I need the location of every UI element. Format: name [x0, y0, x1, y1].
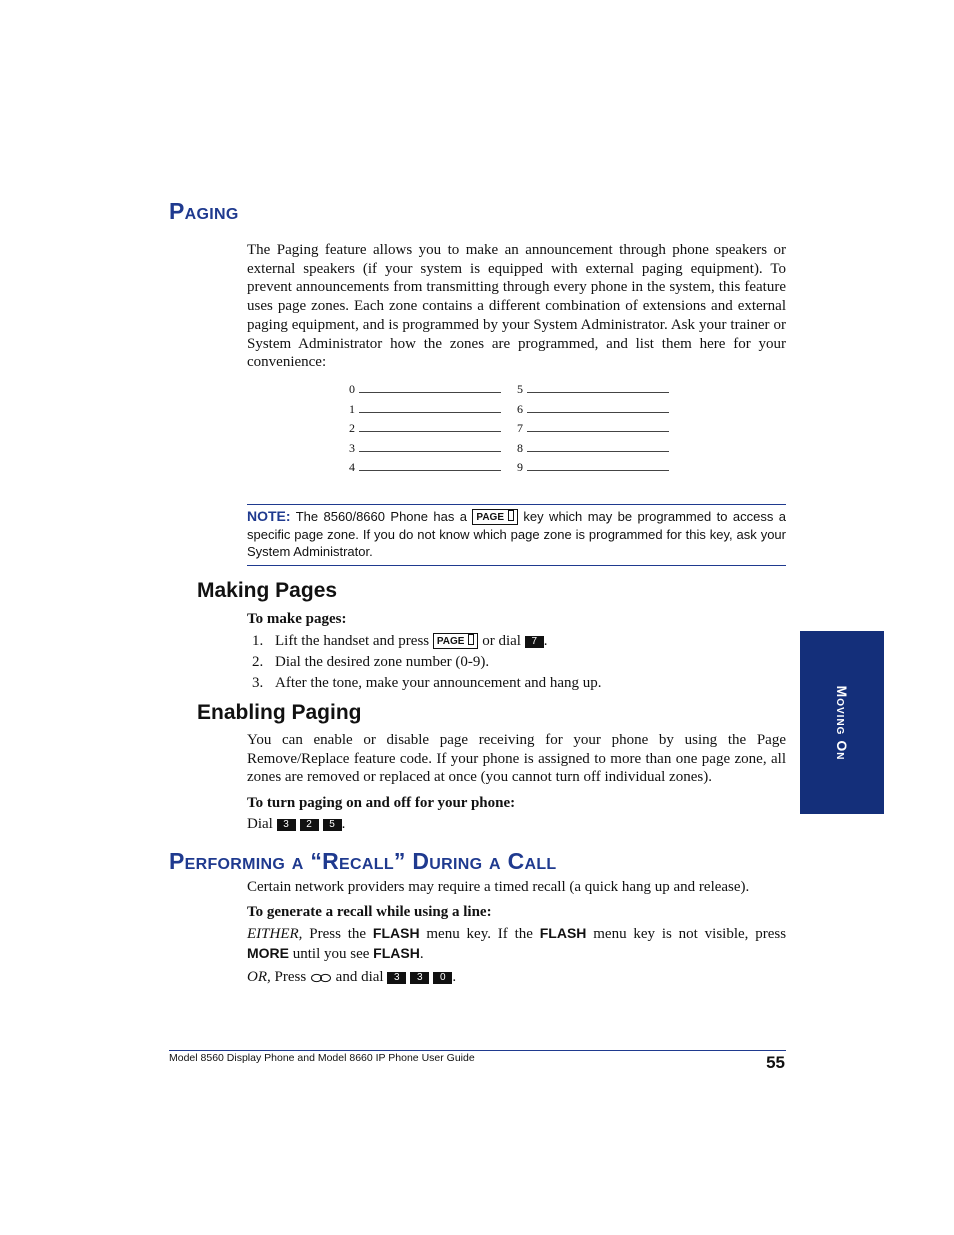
page-number: 55	[766, 1053, 785, 1072]
dial-digit: 7	[525, 636, 544, 648]
footer-divider	[169, 1050, 786, 1051]
recall-either: EITHER, Press the FLASH menu key. If the FLASH menu key is not visible, press MORE until you see FLASH.	[247, 925, 787, 962]
zone-row: 2	[349, 419, 509, 439]
zone-write-line	[527, 400, 669, 413]
enabling-paging-dial: Dial 3 2 5 .	[247, 816, 346, 832]
zone-row: 6	[517, 400, 677, 420]
making-pages-steps	[247, 631, 787, 694]
dial-digit: 0	[433, 972, 452, 984]
paging-intro: The Paging feature allows you to make an announcement through phone speakers or external speakers (if your system is equipped with external paging equipment). To prevent announcements from transmitting through every phone in the system, this feature uses page zones. Each zone contains a different combination of extensions and external paging equipment, and is programmed by your System Administrator. Ask your trainer or System Administrator how the zones are programmed, and list them here for your convenience:	[247, 242, 786, 371]
zone-row: 9	[517, 458, 677, 478]
making-pages-lead: To make pages:	[247, 611, 347, 627]
zone-write-line	[527, 458, 669, 471]
enabling-paging-lead: To turn paging on and off for your phone:	[247, 795, 516, 811]
zone-row: 8	[517, 439, 677, 459]
enabling-paging-intro: You can enable or disable page receiving for your phone by using the Page Remove/Replace feature code. If your phone is assigned to more than one page zone, all zones are removed or replaced at once (you cannot turn off individual zones).	[247, 732, 786, 786]
page-key-icon: PAGE	[433, 633, 479, 649]
zone-write-line	[359, 400, 501, 413]
zone-write-line	[527, 419, 669, 432]
paging-heading: Paging	[169, 198, 239, 224]
zone-row: 3	[349, 439, 509, 459]
page-key-icon: PAGE	[472, 509, 518, 525]
zone-write-line	[359, 458, 501, 471]
footer-title: Model 8560 Display Phone and Model 8660 IP Phone User Guide	[169, 1052, 475, 1064]
dial-digit: 2	[300, 819, 319, 831]
zone-row: 1	[349, 400, 509, 420]
recall-heading: Performing a “Recall” During a Call	[169, 848, 557, 874]
dial-digit: 3	[410, 972, 429, 984]
zone-write-line	[359, 380, 501, 393]
recall-key-icon	[310, 970, 332, 989]
zone-row: 7	[517, 419, 677, 439]
zone-column-right	[517, 380, 677, 478]
note-box	[247, 504, 786, 566]
list-item: 3. After the tone, make your announcement and hang up.	[252, 675, 602, 691]
zone-row: 4	[349, 458, 509, 478]
note-text-after: key which may be programmed to access a specific page zone. If you do not know which page zone is programmed for this key, ask your System Administrator.	[247, 509, 786, 559]
dial-digit: 5	[323, 819, 342, 831]
making-pages-heading: Making Pages	[197, 579, 338, 602]
list-item: 1. Lift the handset and press PAGE or dial 7 .	[252, 633, 548, 649]
recall-lead: To generate a recall while using a line:	[247, 904, 492, 920]
recall-or: OR, Press and dial 3 3 0 .	[247, 968, 786, 989]
zone-write-line	[359, 419, 501, 432]
zone-write-line	[527, 439, 669, 452]
enabling-paging-heading: Enabling Paging	[197, 701, 362, 724]
section-side-tab	[800, 631, 884, 814]
list-item: 2. Dial the desired zone number (0-9).	[252, 654, 490, 670]
note-text-before: The 8560/8660 Phone has a	[295, 509, 467, 524]
dial-digit: 3	[277, 819, 296, 831]
zone-write-line	[359, 439, 501, 452]
note-label: NOTE:	[247, 508, 291, 524]
dial-digit: 3	[387, 972, 406, 984]
side-tab-label: Moving On	[834, 685, 850, 760]
zone-row: 5	[517, 380, 677, 400]
recall-intro: Certain network providers may require a timed recall (a quick hang up and release).	[247, 879, 750, 895]
zone-column-left	[349, 380, 509, 478]
zone-write-line	[527, 380, 669, 393]
zone-row: 0	[349, 380, 509, 400]
